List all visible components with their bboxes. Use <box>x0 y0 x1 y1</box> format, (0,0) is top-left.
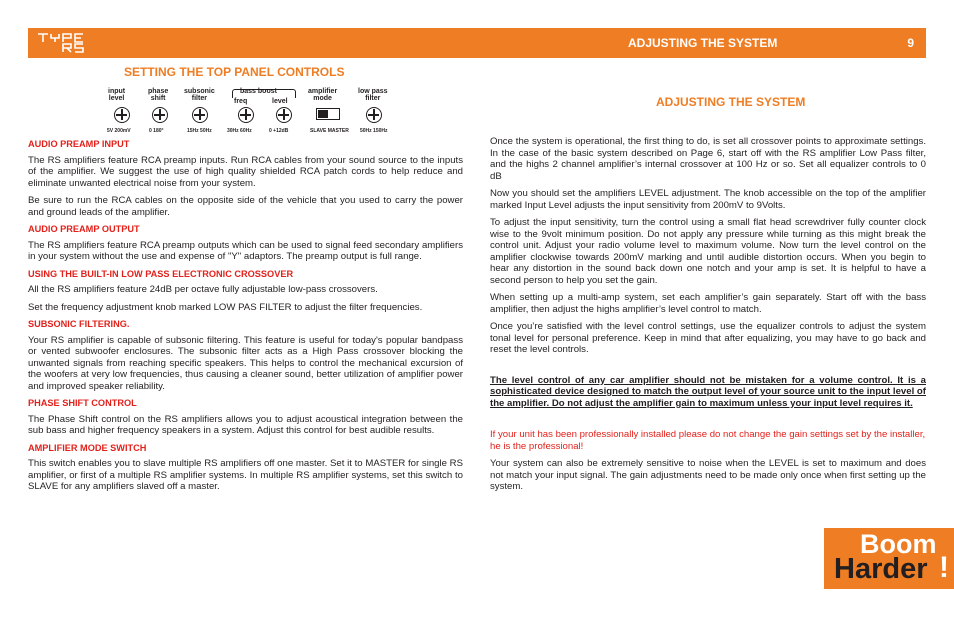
boom-harder-logo <box>824 528 954 589</box>
control-label-input-level: input level <box>108 88 126 102</box>
scale-subsonic-filter: 15Hz 50Hz <box>187 128 212 134</box>
header-title: ADJUSTING THE SYSTEM <box>628 36 778 50</box>
paragraph: This switch enables you to slave multiple RS amplifiers off one master. Set it to MASTER for single RS amplifier, or first of a multiple RS amplifier systems. In multiple RS amplifier systems, set this switch to SLAVE for any amplifiers slaved off a master. <box>28 458 463 492</box>
paragraph: Once you’re satisfied with the level control settings, use the equalizer controls to adjust the system tonal level for personal preference. Keep in mind that after equalizing, you may have to go back and reset the level controls. <box>490 321 926 355</box>
paragraph: The Phase Shift control on the RS amplifiers allows you to adjust acoustical integration between the sub bass and higher frequency speakers in a system. Adjust this control for best audible results. <box>28 413 463 436</box>
section-heading-phase-shift: PHASE SHIFT CONTROL <box>28 398 137 408</box>
left-heading: SETTING THE TOP PANEL CONTROLS <box>124 65 345 79</box>
paragraph: The RS amplifiers feature RCA preamp outputs which can be used to signal feed secondary amplifiers in your system without the use and expense of "Y" adaptors. The preamp output is full range. <box>28 239 463 262</box>
control-label-subsonic-filter: subsonic filter <box>184 88 215 102</box>
header-bar <box>28 28 926 58</box>
bass-boost-level-knob-icon <box>276 107 292 123</box>
logo-exclamation: ! <box>939 551 949 584</box>
paragraph: Your RS amplifier is capable of subsonic filtering. This feature is useful for today's popular bandpass or vented subwoofer enclosures. The subsonic filter acts as a High Pass crossover blocking the unwanted signals from reaching specific speakers. This helps to control the mechanical excursion of the woofers at very low frequencies, thus causing a cleaner sound, better utilization of amplifier power and improved speaker reliability. <box>28 334 463 392</box>
section-heading-amp-mode: AMPLIFIER MODE SWITCH <box>28 442 147 453</box>
scale-phase-shift: 0 180° <box>149 128 164 134</box>
paragraph: The RS amplifiers feature RCA preamp inputs. Run RCA cables from your sound source to the inputs of the amplifier. We suggest the use of high quality shielded RCA patch cords to help reduce and eliminate unwanted electrical noise from your system. <box>28 154 463 189</box>
input-level-knob-icon <box>114 107 130 123</box>
scale-input-level: 5V 200mV <box>107 128 131 134</box>
paragraph: Once the system is operational, the first thing to do, is set all crossover points to approximate settings. In the case of the basic system described on Page 6, start off with the RS amplifier Low Pass filter, and the highs 2 channel amplifier’s internal crossover at 100 Hz or so. Set all equalizer controls to 0 dB <box>490 136 926 182</box>
paragraph: To adjust the input sensitivity, turn the control using a small flat head screwdriver fully counter clock wise to the 9volt minimum position. Do not apply any pressure while turning as this might break the control unit. Adjust your radio volume level to maximum volume. Now turn the level control on the amplifier clockwise towards 200mV marking and until audible distortion occurs. When you begin to hear any distortion in the sound back down one notch and your amp is set. It is helpful to have a second person to help you set the gain. <box>490 217 926 286</box>
section-heading-preamp-output: AUDIO PREAMP OUTPUT <box>28 224 140 234</box>
paragraph: Be sure to run the RCA cables on the opposite side of the vehicle that you used to carry the power and ground leads of the amplifier. <box>28 195 463 218</box>
installer-note: If your unit has been professionally installed please do not change the gain settings set by the installer, he is the professional! <box>490 429 926 452</box>
control-label-bass-boost: bass boost <box>240 88 277 95</box>
paragraph: Your system can also be extremely sensitive to noise when the LEVEL is set to maximum and does not match your input signal. The gain adjustments need to be made only once when first setting up the system. <box>490 458 926 492</box>
phase-shift-knob-icon <box>152 107 168 123</box>
scale-amplifier-mode: SLAVE MASTER <box>310 128 349 134</box>
paragraph: Now you should set the amplifiers LEVEL adjustment. The knob accessible on the top of the amplifier marked Input Level adjusts the input sensitivity from 200mV to 9Volts. <box>490 188 926 211</box>
control-label-amplifier-mode: amplifier mode <box>308 88 338 102</box>
right-column <box>490 136 926 499</box>
low-pass-filter-knob-icon <box>366 107 382 123</box>
bass-boost-freq-knob-icon <box>238 107 254 123</box>
paragraph: When setting up a multi-amp system, set each amplifier’s gain separately. Start off with the bass amplifier, then adjust the highs amplifier’s level control to match. <box>490 292 926 315</box>
scale-bass-boost-level: 0 +12dB <box>269 128 289 134</box>
left-column <box>28 139 463 499</box>
warning-text: The level control of any car amplifier should not be mistaken for a volume control. It is a sophisticated device designed to match the output level of your source unit to the input level of the amplifier. Do not adjust the amplifier gain to maximum unless your input level requires it. <box>490 374 926 409</box>
section-heading-preamp-input: AUDIO PREAMP INPUT <box>28 139 130 149</box>
control-label-level: level <box>272 98 288 105</box>
paragraph: Set the frequency adjustment knob marked LOW PAS FILTER to adjust the filter frequencies. <box>28 301 423 313</box>
scale-low-pass-filter: 50Hz 150Hz <box>360 128 388 134</box>
control-label-phase-shift: phase shift <box>148 88 169 102</box>
section-heading-crossover: USING THE BUILT-IN LOW PASS ELECTRONIC CROSSOVER <box>28 268 294 279</box>
type-rs-logo <box>36 31 106 55</box>
logo-word-harder: Harder <box>834 553 928 585</box>
control-label-freq: freq <box>234 98 248 105</box>
section-heading-subsonic: SUBSONIC FILTERING. <box>28 319 130 329</box>
page-number: 9 <box>907 36 914 50</box>
subsonic-filter-knob-icon <box>192 107 208 123</box>
scale-bass-boost-freq: 30Hz 60Hz <box>227 128 252 134</box>
paragraph: All the RS amplifiers feature 24dB per octave fully adjustable low-pass crossovers. <box>28 284 378 295</box>
amplifier-mode-switch-icon <box>316 108 340 120</box>
top-panel-controls-diagram <box>104 88 400 138</box>
control-label-low-pass-filter: low pass filter <box>358 88 388 102</box>
right-heading: ADJUSTING THE SYSTEM <box>656 95 806 109</box>
logo-word-boom: Boom <box>860 529 937 559</box>
